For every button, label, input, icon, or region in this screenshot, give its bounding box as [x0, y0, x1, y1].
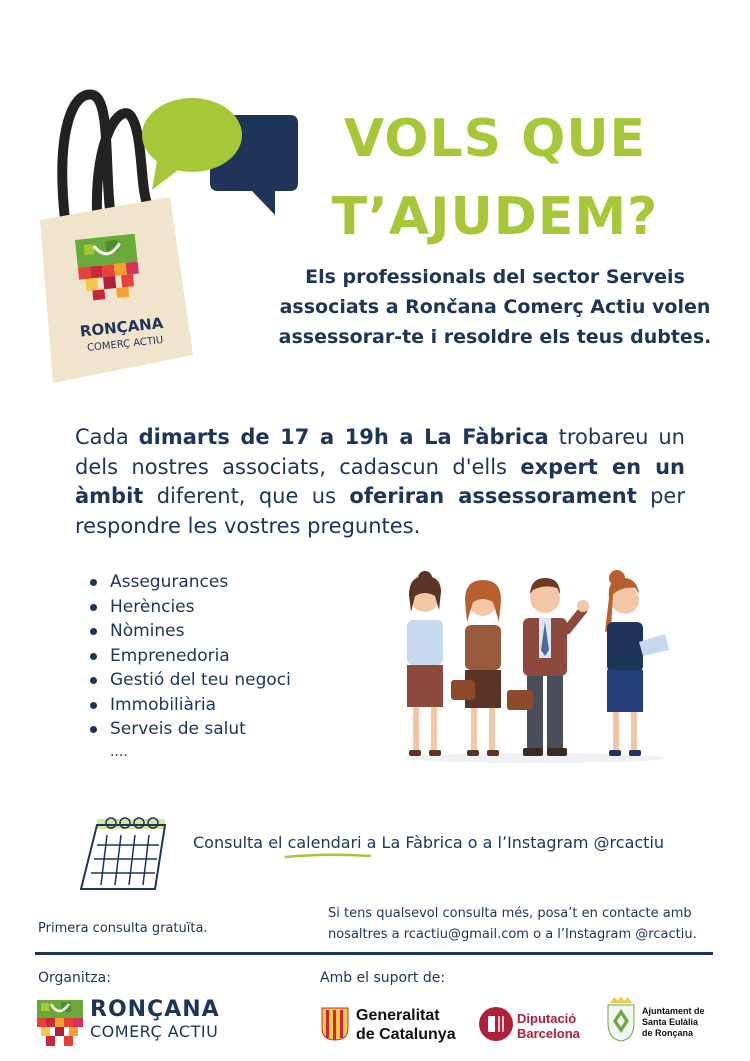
ajuntament-text — [642, 1006, 705, 1039]
diputacio-text — [517, 1011, 580, 1041]
speech-bubbles-icon — [140, 95, 300, 220]
support-label: Amb el suport de: — [320, 970, 446, 986]
generalitat-line-2: de Catalunya — [356, 1026, 456, 1043]
title-line-2: T’AJUDEM? — [331, 187, 659, 247]
ajuntament-line-2: Santa Eulàlia — [642, 1017, 699, 1027]
bag-name: RONÇANA — [79, 313, 165, 341]
para-text-4: per respondre les vostres preguntes. — [75, 484, 685, 538]
list-item: Herències — [90, 595, 350, 620]
organizer-logo-text — [90, 998, 220, 1042]
title-line-1: VOLS QUE — [343, 109, 647, 169]
roncana-logo-icon — [37, 1000, 83, 1046]
organizer-name: RONÇANA — [90, 997, 220, 1022]
ajuntament-line-3: de Ronçana — [642, 1028, 694, 1038]
contact-line-1: Si tens qualsevol consulta més, posa’t en contacte amb — [328, 906, 692, 921]
para-text-1: Cada — [75, 425, 139, 449]
diputacio-line-1: Diputació — [517, 1011, 577, 1026]
para-text-3: diferent, que us — [143, 484, 350, 508]
ajuntament-emblem-icon — [604, 995, 638, 1043]
consult-pre: Consulta el — [193, 833, 288, 852]
services-more: .... — [110, 743, 128, 760]
para-bold-advice: oferiran assessorament — [349, 484, 637, 508]
contact-line-2: nosaltres a rcactiu@gmail.com o a l’Instagram @rcactiu. — [328, 927, 697, 942]
list-item: Emprenedoria — [90, 644, 350, 669]
list-item: Nòmines — [90, 619, 350, 644]
para-text-2: trobareu un dels nostres associats, cadascun d'ells — [75, 425, 685, 479]
organizer-label: Organitza: — [38, 970, 111, 986]
diputacio-line-2: Barcelona — [517, 1026, 580, 1041]
intro-line-1: Els professionals del sector Serveis — [305, 266, 685, 288]
list-item: Gestió del teu negoci — [90, 668, 350, 693]
contact-note — [328, 903, 718, 945]
consult-post: a La Fàbrica o a l’Instagram @rcactiu — [361, 833, 665, 852]
professionals-illustration — [395, 570, 680, 765]
generalitat-text — [356, 1006, 456, 1044]
list-item: Serveis de salut — [90, 717, 350, 742]
para-bold-expert: expert en un àmbit — [75, 454, 685, 508]
list-item: Assegurances — [90, 570, 350, 595]
intro-line-2: associats a Rončana Comerç Actiu volen — [279, 296, 711, 318]
underline-swoosh — [283, 853, 373, 859]
organizer-sub: COMERÇ ACTIU — [90, 1022, 219, 1041]
services-list — [90, 570, 350, 762]
list-item: Immobiliària — [90, 693, 350, 718]
generalitat-emblem-icon — [320, 1006, 350, 1042]
description-paragraph — [75, 423, 685, 541]
calendar-link[interactable]: calendari — [287, 833, 362, 852]
para-bold-schedule: dimarts de 17 a 19h a La Fàbrica — [138, 425, 549, 449]
bag-sub: COMERÇ ACTIU — [86, 334, 164, 354]
intro-line-3: assessorar-te i resoldre els teus dubtes. — [278, 326, 712, 348]
generalitat-line-1: Generalitat — [356, 1007, 440, 1024]
intro-text — [270, 262, 720, 352]
page-title — [300, 100, 690, 256]
ajuntament-line-1: Ajuntament de — [642, 1006, 705, 1016]
consult-calendar-text — [193, 833, 664, 852]
free-consult-note: Primera consulta gratuïta. — [38, 921, 208, 936]
calendar-icon — [75, 815, 185, 895]
diputacio-emblem-icon — [478, 1006, 514, 1042]
footer-divider — [35, 952, 713, 955]
